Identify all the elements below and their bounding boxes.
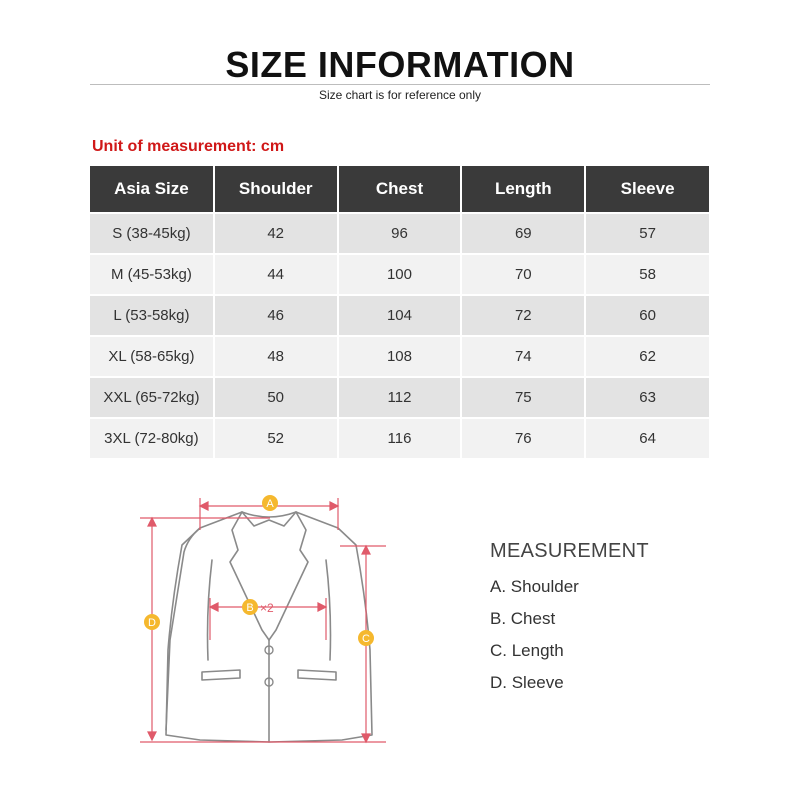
marker-b-multiplier: ×2 [260,601,274,615]
cell-size: L (53-58kg) [90,295,214,336]
cell-size: 3XL (72-80kg) [90,418,214,458]
cell-sleeve: 64 [585,418,709,458]
cell-sleeve: 62 [585,336,709,377]
cell-shoulder: 52 [214,418,338,458]
legend-item-shoulder: A. Shoulder [490,577,579,596]
table-row [90,377,709,418]
cell-length: 76 [461,418,585,458]
cell-sleeve: 58 [585,254,709,295]
cell-sleeve: 57 [585,213,709,254]
title-divider [90,84,710,85]
marker-d [144,614,160,630]
cell-shoulder: 48 [214,336,338,377]
cell-sleeve: 63 [585,377,709,418]
marker-c [358,630,374,646]
cell-shoulder: 44 [214,254,338,295]
marker-a [262,495,278,511]
table-header-row [90,166,709,213]
cell-chest: 100 [338,254,462,295]
cell-sleeve: 60 [585,295,709,336]
cell-chest: 112 [338,377,462,418]
jacket-measurement-diagram [130,490,400,755]
column-header-chest: Chest [338,166,462,213]
column-header-shoulder: Shoulder [214,166,338,213]
measurement-lines [140,498,386,742]
page-title: SIZE INFORMATION [225,44,575,85]
measurement-legend [490,540,649,705]
table-row [90,213,709,254]
legend-item-sleeve: D. Sleeve [490,673,564,692]
table-row [90,418,709,458]
cell-size: M (45-53kg) [90,254,214,295]
column-header-length: Length [461,166,585,213]
cell-length: 69 [461,213,585,254]
cell-length: 70 [461,254,585,295]
cell-length: 74 [461,336,585,377]
unit-label: Unit of measurement: cm [92,138,285,155]
cell-shoulder: 42 [214,213,338,254]
legend-title: MEASUREMENT [490,540,649,562]
size-table [90,166,709,458]
cell-shoulder: 50 [214,377,338,418]
cell-chest: 116 [338,418,462,458]
column-header-sleeve: Sleeve [585,166,709,213]
svg-text:B: B [246,602,254,614]
legend-item-chest: B. Chest [490,609,556,628]
svg-text:D: D [148,617,156,629]
cell-size: XL (58-65kg) [90,336,214,377]
svg-text:A: A [266,498,274,510]
svg-text:C: C [362,633,370,645]
column-header-asia-size: Asia Size [90,166,214,213]
cell-size: S (38-45kg) [90,213,214,254]
cell-length: 75 [461,377,585,418]
table-row [90,254,709,295]
cell-chest: 104 [338,295,462,336]
table-row [90,295,709,336]
legend-item-length: C. Length [490,641,564,660]
table-row [90,336,709,377]
cell-chest: 96 [338,213,462,254]
cell-size: XXL (65-72kg) [90,377,214,418]
page-subtitle: Size chart is for reference only [318,88,482,102]
cell-chest: 108 [338,336,462,377]
cell-shoulder: 46 [214,295,338,336]
cell-length: 72 [461,295,585,336]
